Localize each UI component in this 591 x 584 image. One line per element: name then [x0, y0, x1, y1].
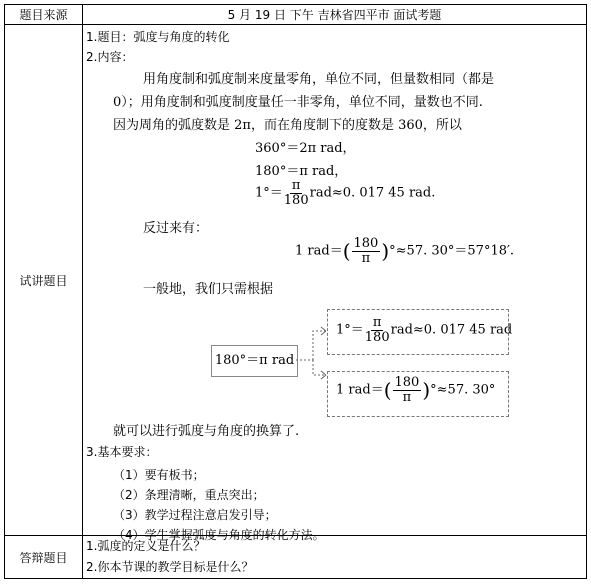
trial-label: 试讲题目	[5, 25, 83, 536]
main-formula: 180°＝π rad	[214, 353, 295, 368]
equation-1-rad: 1 rad＝( $\frac{180}{\pi}$ )°≈57. 30°＝57°18′.	[295, 236, 515, 266]
para2: 因为周角的弧度数是 2π，而在角度制下的度数是 360，所以	[113, 118, 462, 133]
converse-text: 反过来有：	[143, 221, 209, 236]
defense-question-2: 2.你本节课的教学目标是什么？	[86, 560, 254, 574]
box-top-formula: 1°＝ $\frac{\pi}{180}$ rad≈0. 017 45 rad	[336, 315, 513, 345]
branch-lines	[296, 323, 326, 383]
equation-1-degree: 1°＝ $\frac{\pi}{180}$ rad≈0. 017 45 rad.	[255, 178, 436, 208]
box-bottom-formula: 1 rad＝( $\frac{180}{\pi}$ )°≈57. 30°	[336, 375, 496, 405]
conclusion-text: 就可以进行弧度与角度的换算了.	[113, 424, 300, 439]
generally-text: 一般地，我们只需根据	[143, 282, 274, 297]
rad-to-degree-box	[327, 371, 509, 417]
trial-content	[83, 25, 586, 542]
equation-360: 360°＝2π rad，	[255, 141, 356, 156]
source-value: 5 月 19 日 下午 吉林省四平市 面试考题	[83, 5, 587, 25]
exam-table	[4, 4, 587, 579]
defense-label: 答辩题目	[5, 536, 83, 579]
requirement-item: （4）学生掌握弧度与角度的转化方法。	[113, 528, 325, 542]
requirements-label: 3.基本要求：	[86, 445, 158, 459]
defense-question-1: 1.弧度的定义是什么？	[86, 539, 206, 553]
main-formula-box	[211, 345, 298, 377]
requirement-item: （2）条理清晰，重点突出；	[113, 488, 265, 502]
para1-line2: 0）；用角度制和弧度制度量任一非零角，单位不同，量数也不同.	[113, 95, 483, 110]
requirement-item: （1）要有板书；	[113, 468, 205, 482]
degree-to-rad-box	[327, 309, 513, 355]
equation-180: 180°＝π rad，	[255, 164, 348, 179]
requirement-item: （3）教学过程注意启发引导；	[113, 508, 277, 522]
source-label: 题目来源	[5, 5, 83, 25]
trial-title: 1.题目：弧度与角度的转化	[86, 30, 230, 44]
content-label: 2.内容：	[86, 50, 134, 64]
para1-line1: 用角度制和弧度制来度量零角，单位不同，但量数相同（都是	[143, 72, 495, 87]
